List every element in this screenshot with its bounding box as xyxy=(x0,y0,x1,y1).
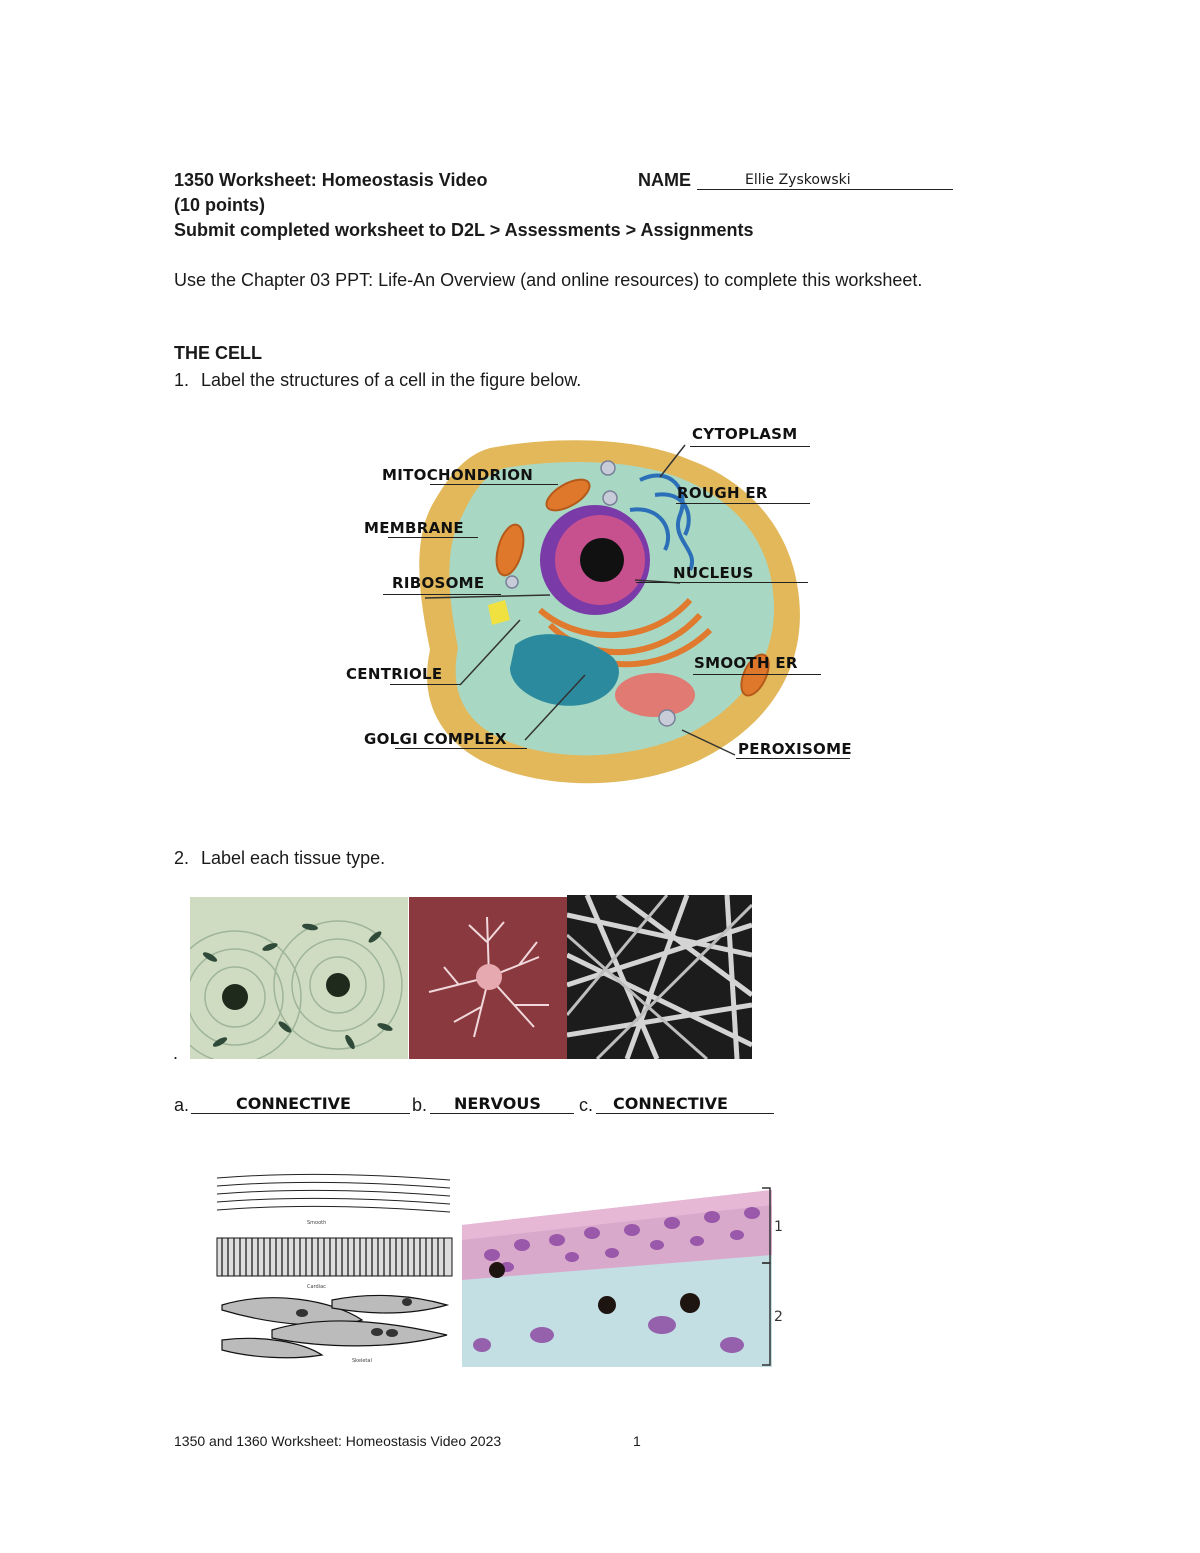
answer-c-line xyxy=(596,1113,774,1114)
question-2-text: Label each tissue type. xyxy=(201,848,386,868)
nucleus-underline xyxy=(636,582,808,583)
answer-b-line xyxy=(430,1113,574,1114)
caption-smooth: Smooth xyxy=(307,1220,327,1226)
answer-c-value: CONNECTIVE xyxy=(613,1094,728,1113)
chapter-instructions: Use the Chapter 03 PPT: Life-An Overview (and online resources) to complete this worksheet. xyxy=(174,270,923,290)
label-centriole: CENTRIOLE xyxy=(346,665,443,683)
membrane-underline xyxy=(388,537,478,538)
answer-b-letter: b. xyxy=(412,1095,428,1115)
label-mitochondrion: MITOCHONDRION xyxy=(382,466,534,484)
answer-a-value: CONNECTIVE xyxy=(236,1094,351,1113)
muscle-tissue-drawing xyxy=(212,1170,454,1365)
name-label: NAME xyxy=(638,170,691,190)
tissue-image-bone xyxy=(190,897,408,1059)
points-text: (10 points) xyxy=(174,195,266,215)
smooth-muscle xyxy=(217,1174,450,1212)
caption-cardiac: Cardiac xyxy=(307,1284,326,1290)
smooth-er-underline xyxy=(693,674,821,675)
tissue-image-fibers xyxy=(567,895,752,1059)
tissue-image-neuron xyxy=(409,897,567,1059)
question-2-number: 2. xyxy=(174,848,190,868)
caption-skeletal: Skeletal xyxy=(352,1358,372,1364)
label-smooth-er: SMOOTH ER xyxy=(694,654,798,672)
answer-c-letter: c. xyxy=(579,1095,594,1115)
name-value: Ellie Zyskowski xyxy=(745,172,851,188)
nucleolus xyxy=(580,538,624,582)
label-rough-er: ROUGH ER xyxy=(677,484,768,502)
layer-label-2: 2 xyxy=(774,1309,783,1325)
mitochondrion-underline xyxy=(430,484,558,485)
golgi-underline xyxy=(395,748,527,749)
name-underline xyxy=(697,189,953,190)
smooth-er-tubes xyxy=(615,673,695,717)
label-golgi-complex: GOLGI COMPLEX xyxy=(364,730,507,748)
rough-er-underline xyxy=(676,503,810,504)
label-nucleus: NUCLEUS xyxy=(673,564,754,582)
label-cytoplasm: CYTOPLASM xyxy=(692,425,798,443)
skeletal-muscle xyxy=(222,1295,447,1357)
section-heading-cell: THE CELL xyxy=(174,343,262,363)
stray-dot: . xyxy=(173,1043,179,1063)
layer-label-1: 1 xyxy=(774,1219,783,1235)
worksheet-title: 1350 Worksheet: Homeostasis Video xyxy=(174,170,488,190)
label-ribosome: RIBOSOME xyxy=(392,574,485,592)
submit-instructions: Submit completed worksheet to D2L > Assessments > Assignments xyxy=(174,220,754,240)
answer-a-letter: a. xyxy=(174,1095,190,1115)
cytoplasm-underline xyxy=(690,446,810,447)
question-1-text: Label the structures of a cell in the figure below. xyxy=(201,370,582,390)
question-1-number: 1. xyxy=(174,370,190,390)
label-peroxisome: PEROXISOME xyxy=(738,740,852,758)
answer-b-value: NERVOUS xyxy=(454,1094,541,1113)
peroxisome-underline xyxy=(736,758,850,759)
epithelium-micrograph xyxy=(462,1185,790,1367)
page-number: 1 xyxy=(633,1433,641,1449)
footer-text: 1350 and 1360 Worksheet: Homeostasis Video 2023 xyxy=(174,1433,502,1449)
answer-a-line xyxy=(191,1113,410,1114)
ribosome-underline xyxy=(383,594,501,595)
centriole-underline xyxy=(390,684,460,685)
label-membrane: MEMBRANE xyxy=(364,519,464,537)
